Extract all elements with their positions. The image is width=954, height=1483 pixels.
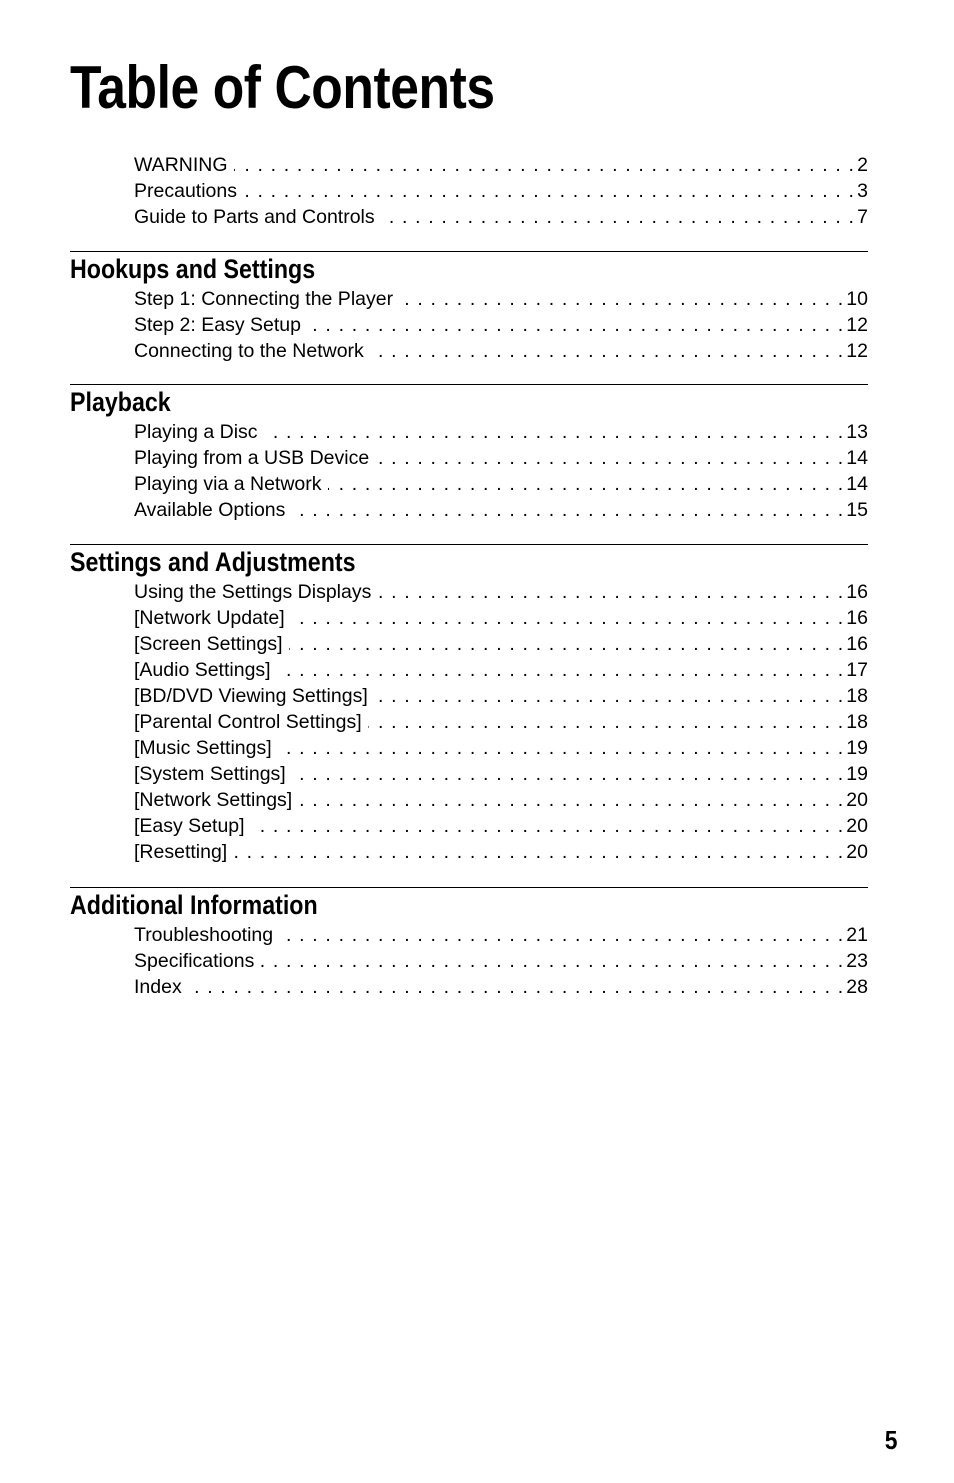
toc-entry[interactable] [134, 683, 868, 709]
toc-entry-page: 16 [846, 607, 868, 629]
toc-entry-label: [Network Update] [134, 607, 285, 629]
toc-entry-label: [Resetting] [134, 841, 228, 863]
page-number: 5 [884, 1425, 897, 1455]
toc-entry-page: 16 [846, 633, 868, 655]
page-title: Table of Contents [70, 54, 495, 121]
dot-leader [188, 974, 845, 1000]
toc-entry-page: 13 [846, 421, 868, 443]
dot-leader [292, 761, 845, 787]
toc-entry[interactable] [134, 787, 868, 813]
toc-entry-label: [System Settings] [134, 763, 286, 785]
section-heading: Additional Information [70, 890, 318, 920]
toc-entry-label: Specifications [134, 950, 255, 972]
toc-entry-label: Using the Settings Displays [134, 581, 372, 603]
toc-entry-precautions[interactable] [134, 178, 868, 204]
dot-leader [291, 497, 844, 523]
toc-entry-page: 19 [846, 737, 868, 759]
toc-entry-label: [Screen Settings] [134, 633, 283, 655]
dot-leader [368, 709, 845, 735]
toc-entry-page: 23 [846, 950, 868, 972]
toc-entry-label: [Parental Control Settings] [134, 711, 362, 733]
dot-leader [234, 152, 856, 178]
toc-entry-label: WARNING [134, 154, 228, 176]
toc-entry-label: [Network Settings] [134, 789, 293, 811]
toc-entry-guide-to-parts[interactable] [134, 204, 868, 230]
toc-entry[interactable] [134, 761, 868, 787]
toc-entry-page: 18 [846, 685, 868, 707]
toc-entry-page: 3 [857, 180, 868, 202]
toc-entry-label: Playing from a USB Device [134, 447, 370, 469]
toc-entry[interactable] [134, 419, 868, 445]
toc-entry[interactable] [134, 839, 868, 865]
toc-entry[interactable] [134, 497, 868, 523]
dot-leader [279, 922, 844, 948]
dot-leader [291, 605, 845, 631]
toc-entry-page: 10 [846, 288, 868, 310]
toc-entry-label: [BD/DVD Viewing Settings] [134, 685, 368, 707]
dot-leader [251, 813, 845, 839]
toc-section-additional [70, 887, 868, 1000]
section-heading: Playback [70, 387, 171, 417]
toc-entry[interactable] [134, 709, 868, 735]
dot-leader [399, 286, 844, 312]
toc-entry-label: [Easy Setup] [134, 815, 245, 837]
toc-entry[interactable] [134, 338, 868, 364]
toc-section-settings [70, 544, 868, 865]
dot-leader [260, 948, 844, 974]
toc-entry-label: [Music Settings] [134, 737, 272, 759]
toc-entry[interactable] [134, 948, 868, 974]
dot-leader [233, 839, 844, 865]
toc-entry-page: 18 [846, 711, 868, 733]
toc-entry-label: [Audio Settings] [134, 659, 271, 681]
dot-leader [328, 471, 845, 497]
toc-entry-label: Step 2: Easy Setup [134, 314, 301, 336]
toc-entry[interactable] [134, 286, 868, 312]
toc-entry-page: 14 [846, 447, 868, 469]
toc-entry-page: 17 [846, 659, 868, 681]
dot-leader [381, 204, 856, 230]
dot-leader [289, 631, 845, 657]
dot-leader [277, 657, 845, 683]
toc-entry-label: Index [134, 976, 182, 998]
toc-entry-page: 14 [846, 473, 868, 495]
toc-entry[interactable] [134, 974, 868, 1000]
toc-entry[interactable] [134, 445, 868, 471]
dot-leader [370, 338, 845, 364]
toc-entry[interactable] [134, 605, 868, 631]
dot-leader [375, 445, 844, 471]
section-heading: Hookups and Settings [70, 254, 316, 284]
dot-leader [264, 419, 845, 445]
toc-entry[interactable] [134, 813, 868, 839]
toc-entry[interactable] [134, 657, 868, 683]
toc-entry-label: Playing via a Network [134, 473, 322, 495]
toc-entry-page: 28 [846, 976, 868, 998]
toc-entry-page: 15 [846, 499, 868, 521]
toc-entry[interactable] [134, 579, 868, 605]
dot-leader [307, 312, 844, 338]
toc-entry-label: Troubleshooting [134, 924, 274, 946]
dot-leader [278, 735, 845, 761]
toc-entry-page: 12 [846, 314, 868, 336]
toc-entry-label: Available Options [134, 499, 286, 521]
toc-section-intro [70, 152, 868, 230]
toc-entry[interactable] [134, 922, 868, 948]
section-heading: Settings and Adjustments [70, 547, 356, 577]
toc-entry-page: 7 [857, 206, 868, 228]
dot-leader [377, 579, 844, 605]
toc-entry[interactable] [134, 631, 868, 657]
dot-leader [374, 683, 845, 709]
toc-entry[interactable] [134, 735, 868, 761]
toc-entry-page: 20 [846, 841, 868, 863]
toc-entry-label: Playing a Disc [134, 421, 258, 443]
toc-entry-page: 20 [846, 789, 868, 811]
toc-entry-label: Guide to Parts and Controls [134, 206, 375, 228]
toc-section-hookups [70, 251, 868, 364]
toc-entry-page: 19 [846, 763, 868, 785]
dot-leader [243, 178, 855, 204]
toc-section-playback [70, 384, 868, 523]
toc-entry[interactable] [134, 471, 868, 497]
toc-entry-warning[interactable] [134, 152, 868, 178]
dot-leader [298, 787, 844, 813]
toc-entry-label: Connecting to the Network [134, 340, 364, 362]
toc-entry-label: Precautions [134, 180, 237, 202]
toc-entry-label: Step 1: Connecting the Player [134, 288, 394, 310]
toc-entry-page: 21 [846, 924, 868, 946]
toc-entry-page: 16 [846, 581, 868, 603]
toc-entry-page: 12 [846, 340, 868, 362]
toc-entry[interactable] [134, 312, 868, 338]
toc-entry-page: 2 [857, 154, 868, 176]
toc-entry-page: 20 [846, 815, 868, 837]
